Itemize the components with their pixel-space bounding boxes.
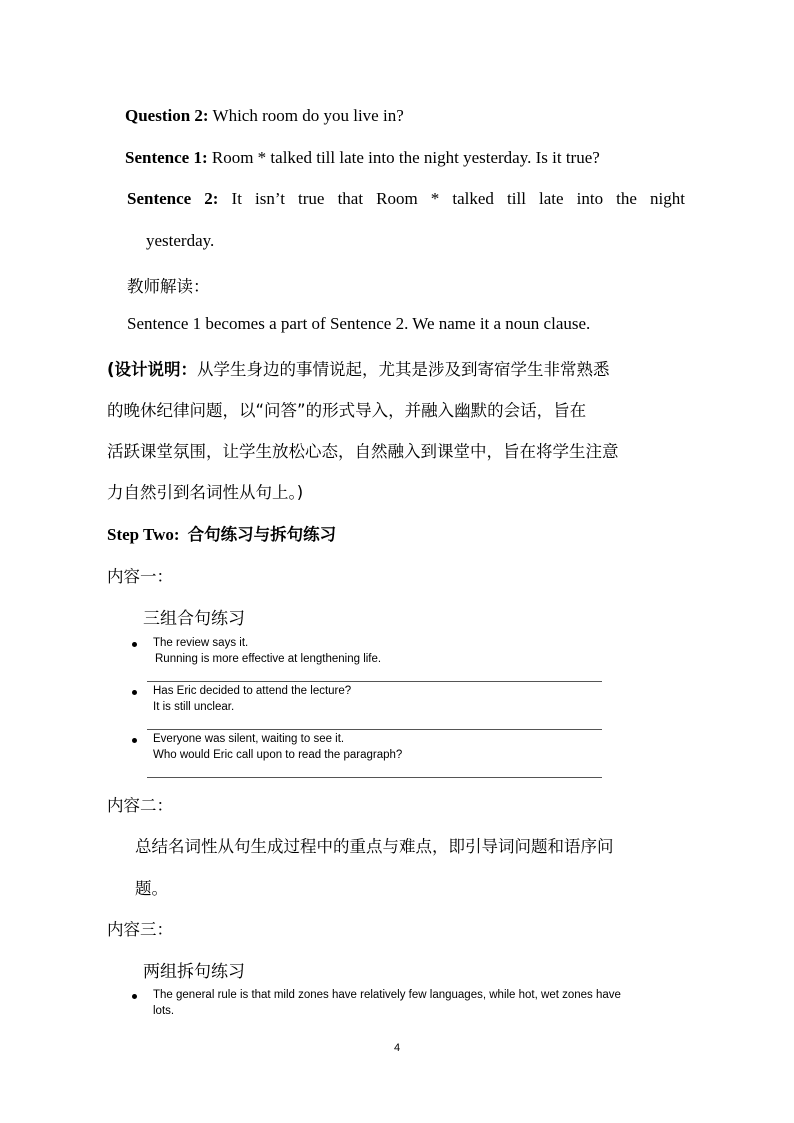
exercise-2-line-2: It is still unclear.: [153, 701, 235, 713]
content-1-subtitle: 三组合句练习: [143, 609, 245, 629]
question-2: [125, 106, 404, 126]
split-exercise-1-line-1: The general rule is that mild zones have relatively few languages, while hot, wet zones have: [153, 989, 621, 1001]
exercise-1-line-2: Running is more effective at lengthening life.: [155, 653, 382, 665]
design-note-line-1-text: 从学生身边的事情说起，尤其是涉及到寄宿学生非常熟悉: [197, 360, 610, 379]
sentence-2-continuation: yesterday.: [146, 231, 215, 250]
design-note-label: (设计说明：: [107, 360, 198, 379]
exercise-1-line-1: The review says it.: [153, 637, 249, 649]
question-2-label: Question 2:: [125, 106, 209, 125]
exercise-2-line-1: Has Eric decided to attend the lecture?: [153, 685, 352, 697]
exercise-3-line-2: Who would Eric call upon to read the paragraph?: [153, 749, 403, 761]
sentence-2-label: Sentence 2:: [127, 189, 219, 208]
exercise-3-line-1: Everyone was silent, waiting to see it.: [153, 733, 345, 745]
step-two-heading: [107, 521, 336, 545]
bullet-icon: [132, 738, 137, 743]
sentence-1-text: Room * talked till late into the night yesterday. Is it true?: [207, 148, 600, 167]
content-3-label: 内容三：: [107, 920, 173, 939]
answer-line-3: [147, 777, 602, 778]
bullet-icon: [132, 690, 137, 695]
design-note-line-4: 力自然引到名词性从句上。): [107, 483, 304, 502]
sentence-2: [127, 189, 685, 209]
content-1-label: 内容一：: [107, 567, 173, 586]
teacher-label: 教师解读：: [127, 277, 210, 296]
question-2-text: Which room do you live in?: [208, 106, 404, 125]
design-note-line-3: 活跃课堂氛围，让学生放松心态，自然融入到课堂中，旨在将学生注意: [107, 442, 619, 461]
split-exercise-1-line-2: lots.: [153, 1005, 175, 1017]
page-number: 4: [394, 1042, 401, 1054]
content-2-line-1: 总结名词性从句生成过程中的重点与难点，即引导词问题和语序问: [135, 837, 614, 856]
step-two-label: Step Two:: [107, 525, 180, 544]
content-2-line-2: 题。: [135, 879, 168, 898]
content-3-subtitle: 两组拆句练习: [143, 962, 245, 982]
step-two-title: 合句练习与拆句练习: [187, 525, 337, 544]
content-2-label: 内容二：: [107, 796, 173, 815]
design-note-line-1: [107, 356, 687, 380]
bullet-icon: [132, 642, 137, 647]
answer-line-2: [147, 729, 602, 730]
design-note-line-2: 的晚休纪律问题，以“问答”的形式导入，并融入幽默的会话，旨在: [107, 401, 587, 420]
sentence-1: [125, 148, 600, 168]
bullet-icon: [132, 994, 137, 999]
sentence-1-label: Sentence 1:: [125, 148, 208, 167]
teacher-text: Sentence 1 becomes a part of Sentence 2. We name it a noun clause.: [127, 314, 591, 333]
sentence-2-text: It isn’t true that Room * talked till late into the night: [218, 189, 685, 208]
answer-line-1: [147, 681, 602, 682]
